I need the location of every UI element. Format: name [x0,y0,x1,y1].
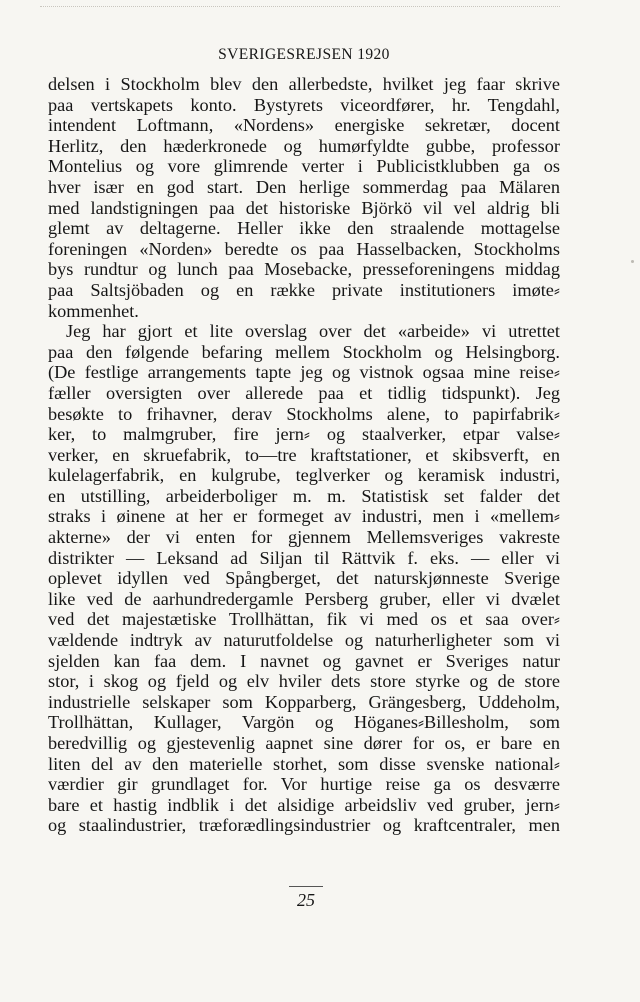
text-line: (De festlige arrangements tapte jeg og vistnok ogsaa mine reise⸗ [48,362,560,383]
text-line: kommenhet. [48,300,139,321]
text-line: delsen i Stockholm blev den allerbedste, hvilket jeg faar skrive [48,74,560,94]
text-line: oplevet idyllen ved Spångberget, det naturskjønneste Sverige [48,568,560,589]
text-line: Herlitz, den hæderkronede og humørfyldte gubbe, professor [48,135,560,156]
text-line: besøkte to frihavner, derav Stockholms alene, to papirfabrik⸗ [48,403,560,424]
text-line: like ved de aarhundredergamle Persberg gruber, eller vi dvælet [48,588,560,609]
text-line: fæller oversigten over allerede paa et tidlig tidspunkt). Jeg [48,382,560,403]
page-number-rule [289,886,323,887]
text-line: distrikter — Leksand ad Siljan til Rättvik f. eks. — eller vi [48,547,560,568]
text-line: bare et hastig indblik i det alsidige arbeidsliv ved gruber, jern⸗ [48,794,560,815]
paragraph [48,321,560,836]
text-line: intendent Loftmann, «Nordens» energiske sekretær, docent [48,115,560,136]
body-text [48,74,560,836]
text-line: værdier gir grundlaget for. Vor hurtige reise ga os desværre [48,774,560,795]
text-line: med landstigningen paa det historiske Björkö vil vel aldrig bli [48,197,560,218]
text-line: straks i øinene at her er formeget av industri, men i «mellem⸗ [48,506,560,527]
text-line: foreningen «Norden» beredte os paa Hasselbacken, Stockholms [48,238,560,259]
text-line: glemt av deltagerne. Heller ikke den straalende mottagelse [48,218,560,239]
book-page [48,42,560,836]
running-head: SVERIGESREJSEN 1920 [218,46,390,63]
text-line: verker, en skruefabrik, to—tre kraftstationer, et skibsverft, en [48,444,560,465]
text-line: Trollhättan, Kullager, Vargön og Höganes⸗Billesholm, som [48,712,560,733]
text-line: paa den følgende befaring mellem Stockholm og Helsingborg. [48,341,560,362]
text-line: hver især en god start. Den herlige sommerdag paa Mälaren [48,176,560,197]
text-line: ker, to malmgruber, fire jern⸗ og staalverker, etpar valse⸗ [48,424,560,445]
text-line: ved det majestætiske Trollhättan, fik vi med os et saa over⸗ [48,609,560,630]
text-line: og staalindustrier, træforædlingsindustrier og kraftcentraler, men [48,815,560,836]
paragraph [48,74,560,321]
margin-speck [631,260,634,263]
text-line: industrielle selskaper som Kopparberg, Grängesberg, Uddeholm, [48,691,560,712]
text-line: Montelius og vore glimrende verter i Publicistklubben ga os [48,156,560,177]
text-line: kulelagerfabrik, en kulgrube, teglverker og keramisk industri, [48,465,560,486]
text-line: sjelden kan faa dem. I navnet og gavnet er Sveriges natur [48,650,560,671]
text-line: paa Saltsjöbaden og en række private institutioners imøte⸗ [48,279,560,300]
text-line: bys rundtur og lunch paa Mosebacke, presseforeningens middag [48,259,560,280]
page-top-edge-rule [40,6,560,7]
text-line: vældende indtryk av naturutfoldelse og naturherligheter som vi [48,630,560,651]
text-line: akterne» der vi enten for gjennem Mellemsveriges vakreste [48,527,560,548]
text-line: liten del av den materielle storhet, som disse svenske national⸗ [48,753,560,774]
text-line: Jeg har gjort et lite overslag over det «arbeide» vi utrettet [66,321,560,342]
text-line: paa vertskapets konto. Bystyrets viceordfører, hr. Tengdahl, [48,94,560,115]
text-line: beredvillig og gjestevenlig aapnet sine dører for os, er bare en [48,733,560,753]
page-number: 25 [297,890,315,910]
text-line: stor, i skog og fjeld og elv hviler dets store styrke og de store [48,671,560,692]
text-line: en utstilling, arbeiderboliger m. m. Statistisk set falder det [48,485,560,506]
